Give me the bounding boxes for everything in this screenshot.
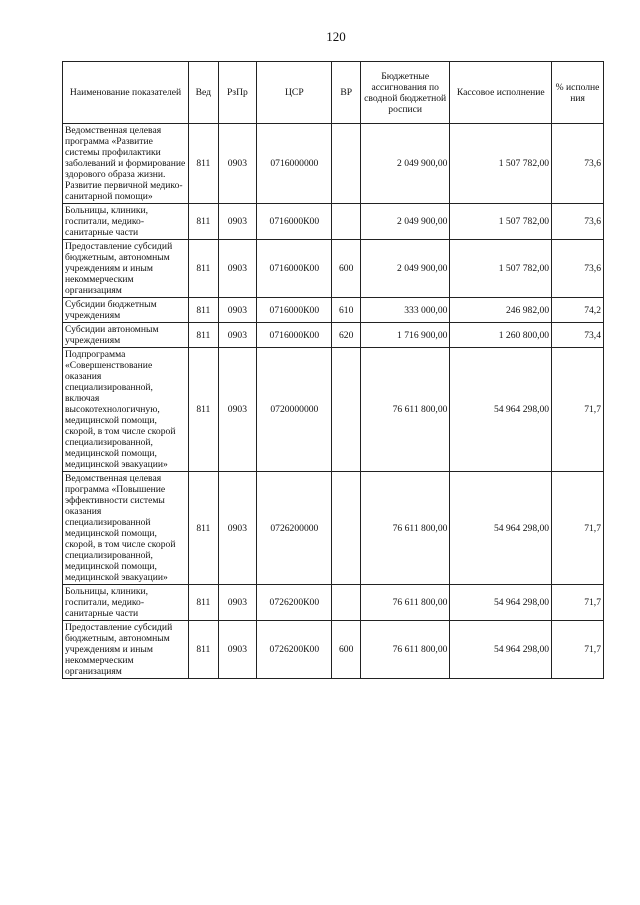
row-budget: 2 049 900,00 — [360, 124, 449, 204]
row-csr: 0716000000 — [257, 124, 332, 204]
row-vr: 610 — [332, 298, 360, 323]
table-row — [63, 204, 604, 240]
row-name: Больницы, клиники, госпитали, медико-санитарные части — [63, 204, 189, 240]
row-rzpr: 0903 — [218, 240, 257, 298]
table-row — [63, 472, 604, 585]
row-budget: 1 716 900,00 — [360, 323, 449, 348]
row-name: Субсидии автономным учреждениям — [63, 323, 189, 348]
row-budget: 76 611 800,00 — [360, 472, 449, 585]
row-csr: 0716000К00 — [257, 204, 332, 240]
row-csr: 0726200К00 — [257, 621, 332, 679]
row-rzpr: 0903 — [218, 621, 257, 679]
row-cash: 1 507 782,00 — [450, 124, 552, 204]
table-row — [63, 621, 604, 679]
row-ved: 811 — [189, 621, 218, 679]
row-budget: 333 000,00 — [360, 298, 449, 323]
row-rzpr: 0903 — [218, 204, 257, 240]
row-vr: 600 — [332, 621, 360, 679]
row-name: Предоставление субсидий бюджетным, автономным учреждениям и иным некоммерческим организациям — [63, 621, 189, 679]
row-budget: 76 611 800,00 — [360, 348, 449, 472]
row-name: Предоставление субсидий бюджетным, автономным учреждениям и иным некоммерческим организациям — [63, 240, 189, 298]
row-percent: 71,7 — [552, 585, 604, 621]
row-cash: 54 964 298,00 — [450, 348, 552, 472]
table-row — [63, 298, 604, 323]
row-rzpr: 0903 — [218, 585, 257, 621]
header-name: Наименование показателей — [63, 62, 189, 124]
row-budget: 2 049 900,00 — [360, 204, 449, 240]
row-percent: 74,2 — [552, 298, 604, 323]
row-csr: 0726200000 — [257, 472, 332, 585]
row-rzpr: 0903 — [218, 348, 257, 472]
row-vr — [332, 585, 360, 621]
row-cash: 1 507 782,00 — [450, 240, 552, 298]
row-name: Ведомственная целевая программа «Повышение эффективности системы оказания специализированной медицинской помощи, скорой, в том числе скорой специализированной, медицинской помощи, медицинской эвакуации» — [63, 472, 189, 585]
row-cash: 54 964 298,00 — [450, 472, 552, 585]
row-ved: 811 — [189, 124, 218, 204]
row-budget: 76 611 800,00 — [360, 621, 449, 679]
row-cash: 246 982,00 — [450, 298, 552, 323]
row-vr — [332, 204, 360, 240]
row-vr — [332, 348, 360, 472]
row-cash: 1 260 800,00 — [450, 323, 552, 348]
row-percent: 71,7 — [552, 621, 604, 679]
row-rzpr: 0903 — [218, 323, 257, 348]
row-csr: 0720000000 — [257, 348, 332, 472]
row-csr: 0716000К00 — [257, 298, 332, 323]
row-percent: 73,4 — [552, 323, 604, 348]
header-vr: ВР — [332, 62, 360, 124]
row-name: Ведомственная целевая программа «Развитие системы профилактики заболеваний и формирование здорового образа жизни. Развитие первичной медико-санитарной помощи» — [63, 124, 189, 204]
row-name: Больницы, клиники, госпитали, медико-санитарные части — [63, 585, 189, 621]
header-rzpr: РзПр — [218, 62, 257, 124]
row-percent: 73,6 — [552, 124, 604, 204]
row-percent: 71,7 — [552, 348, 604, 472]
header-ved: Вед — [189, 62, 218, 124]
header-pct: % исполне ния — [552, 62, 604, 124]
table-row — [63, 348, 604, 472]
row-rzpr: 0903 — [218, 472, 257, 585]
row-percent: 73,6 — [552, 204, 604, 240]
row-vr: 620 — [332, 323, 360, 348]
table-row — [63, 323, 604, 348]
row-cash: 1 507 782,00 — [450, 204, 552, 240]
header-row — [63, 62, 604, 124]
row-csr: 0716000К00 — [257, 323, 332, 348]
page-number: 120 — [326, 29, 346, 44]
row-ved: 811 — [189, 585, 218, 621]
table-row — [63, 124, 604, 204]
row-ved: 811 — [189, 472, 218, 585]
row-csr: 0726200К00 — [257, 585, 332, 621]
row-cash: 54 964 298,00 — [450, 621, 552, 679]
row-vr — [332, 472, 360, 585]
row-vr — [332, 124, 360, 204]
row-rzpr: 0903 — [218, 298, 257, 323]
row-ved: 811 — [189, 298, 218, 323]
row-vr: 600 — [332, 240, 360, 298]
row-ved: 811 — [189, 204, 218, 240]
row-budget: 76 611 800,00 — [360, 585, 449, 621]
row-csr: 0716000К00 — [257, 240, 332, 298]
table-row — [63, 585, 604, 621]
header-cash: Кассовое исполнение — [450, 62, 552, 124]
row-ved: 811 — [189, 323, 218, 348]
row-name: Подпрограмма «Совершенствование оказания специализированной, включая высокотехнологичную, медицинской помощи, скорой, в том числе скорой специализированной, медицинской помощи, медицинской эвакуации» — [63, 348, 189, 472]
table-row — [63, 240, 604, 298]
row-name: Субсидии бюджетным учреждениям — [63, 298, 189, 323]
header-budget: Бюджетные ассигнования по сводной бюджетной росписи — [360, 62, 449, 124]
row-percent: 71,7 — [552, 472, 604, 585]
row-budget: 2 049 900,00 — [360, 240, 449, 298]
budget-execution-table — [62, 61, 604, 679]
row-ved: 811 — [189, 348, 218, 472]
row-cash: 54 964 298,00 — [450, 585, 552, 621]
row-ved: 811 — [189, 240, 218, 298]
header-csr: ЦСР — [257, 62, 332, 124]
row-rzpr: 0903 — [218, 124, 257, 204]
row-percent: 73,6 — [552, 240, 604, 298]
